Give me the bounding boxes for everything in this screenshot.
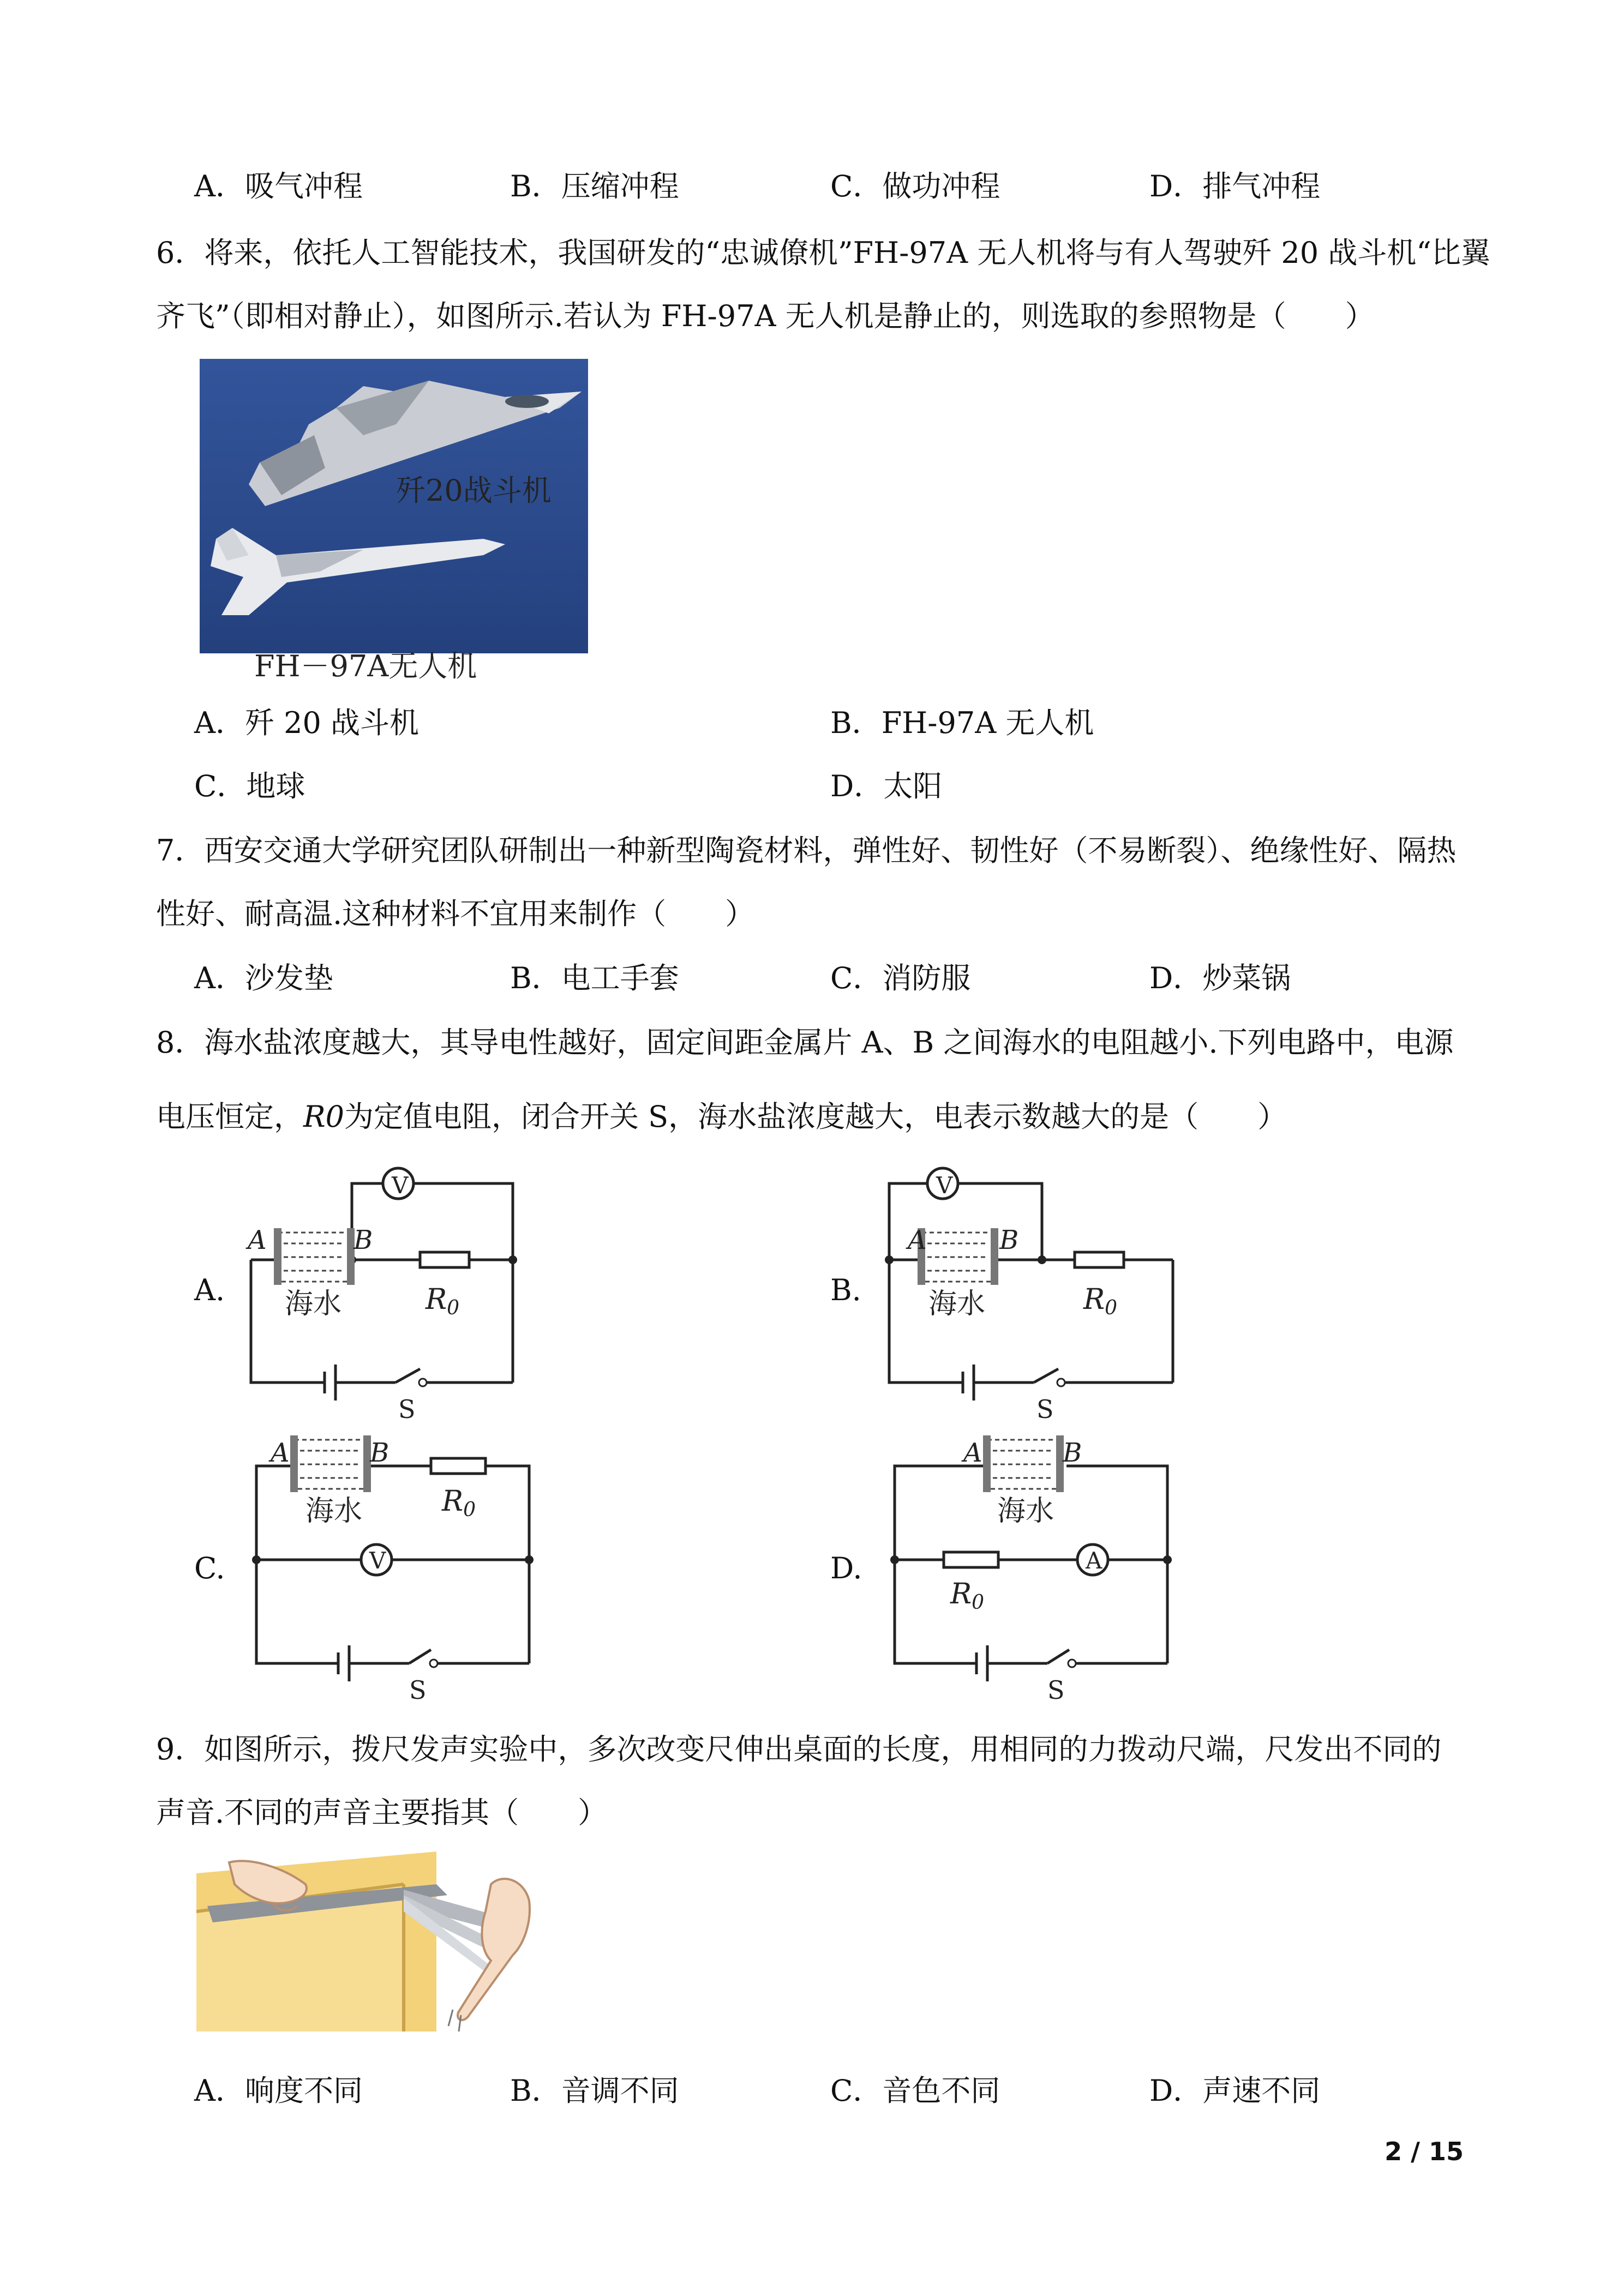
q9-figure-ruler [196, 1852, 546, 2048]
q8-option-c-label: C. [194, 1551, 225, 1585]
q8-line-1: 8．海水盐浓度越大，其导电性越好，固定间距金属片 A、B 之间海水的电阻越小.下列电路中，电源 [156, 1025, 1454, 1060]
q6-option-d: D．太阳 [830, 769, 943, 803]
svg-text:S: S [409, 1675, 427, 1702]
svg-text:S: S [398, 1395, 416, 1423]
q6-option-c: C．地球 [194, 769, 305, 803]
q5-option-c: C．做功冲程 [830, 169, 1000, 203]
q6-fig-label-j20: 歼20战斗机 [396, 473, 552, 508]
svg-text:B: B [1063, 1438, 1082, 1468]
q7-line-2: 性好、耐高温.这种材料不宜用来制作（ ） [156, 897, 755, 931]
q8-circuit-c [240, 1429, 546, 1702]
q8-line-2: 电压恒定，R0为定值电阻，闭合开关 S，海水盐浓度越大，电表示数越大的是（ ） [156, 1099, 1287, 1134]
q8-circuit-a [240, 1162, 546, 1423]
svg-text:B: B [353, 1225, 373, 1255]
svg-text:V: V [369, 1547, 386, 1574]
q8-option-b-label: B. [830, 1273, 861, 1307]
q7-line-1: 7．西安交通大学研究团队研制出一种新型陶瓷材料，弹性好、韧性好（不易断裂）、绝缘性好、隔热 [156, 833, 1457, 868]
svg-text:海水: 海水 [305, 1495, 363, 1528]
q7-option-b: B．电工手套 [510, 961, 679, 995]
q8-option-d-label: D. [830, 1551, 862, 1585]
svg-text:A: A [908, 1225, 927, 1255]
svg-text:海水: 海水 [928, 1288, 986, 1320]
q6-fig-label-drone: FH－97A无人机 [254, 649, 477, 683]
svg-text:海水: 海水 [997, 1495, 1054, 1528]
svg-text:B: B [999, 1225, 1019, 1255]
svg-text:V: V [392, 1172, 409, 1199]
q7-option-d: D．炒菜锅 [1149, 961, 1291, 995]
q5-option-a: A．吸气冲程 [194, 169, 363, 203]
q6-line-2: 齐飞”（即相对静止），如图所示.若认为 FH-97A 无人机是静止的，则选取的参照物是（ ） [156, 299, 1375, 333]
q9-line-2: 声音.不同的声音主要指其（ ） [156, 1795, 608, 1830]
q5-option-b: B．压缩冲程 [510, 169, 679, 203]
svg-text:海水: 海水 [285, 1288, 342, 1320]
page-number: 2 / 15 [1385, 2137, 1464, 2166]
r0-symbol: R0 [303, 1099, 345, 1134]
q9-option-d: D．声速不同 [1149, 2073, 1321, 2108]
svg-text:S: S [1036, 1395, 1054, 1423]
q8-circuit-d [878, 1429, 1184, 1702]
svg-text:A: A [248, 1225, 267, 1255]
q9-line-1: 9．如图所示，拨尺发声实验中，多次改变尺伸出桌面的长度，用相同的力拨动尺端，尺发出不同的 [156, 1732, 1442, 1766]
svg-text:R0: R0 [426, 1283, 460, 1319]
q6-option-a: A．歼 20 战斗机 [194, 706, 420, 740]
svg-text:R0: R0 [442, 1485, 476, 1521]
q6-option-b: B．FH-97A 无人机 [830, 706, 1094, 740]
svg-text:A: A [271, 1438, 290, 1468]
q5-option-d: D．排气冲程 [1149, 169, 1321, 203]
svg-text:A: A [963, 1438, 982, 1468]
q7-option-a: A．沙发垫 [194, 961, 333, 995]
q9-option-b: B．音调不同 [510, 2073, 679, 2108]
svg-text:R0: R0 [950, 1578, 985, 1614]
q8-option-a-label: A. [194, 1273, 225, 1307]
svg-text:A: A [1086, 1547, 1102, 1574]
svg-text:V: V [936, 1172, 953, 1199]
svg-text:S: S [1047, 1675, 1065, 1702]
q8-circuit-b [878, 1162, 1184, 1423]
svg-text:B: B [370, 1438, 389, 1468]
svg-text:R0: R0 [1083, 1283, 1118, 1319]
q9-option-a: A．响度不同 [194, 2073, 363, 2108]
q6-line-1: 6．将来，依托人工智能技术，我国研发的“忠诚僚机”FH-97A 无人机将与有人驾驶歼 20 战斗机“比翼 [156, 236, 1490, 270]
q7-option-c: C．消防服 [830, 961, 971, 995]
q9-option-c: C．音色不同 [830, 2073, 1000, 2108]
q6-figure-jets [200, 359, 592, 686]
